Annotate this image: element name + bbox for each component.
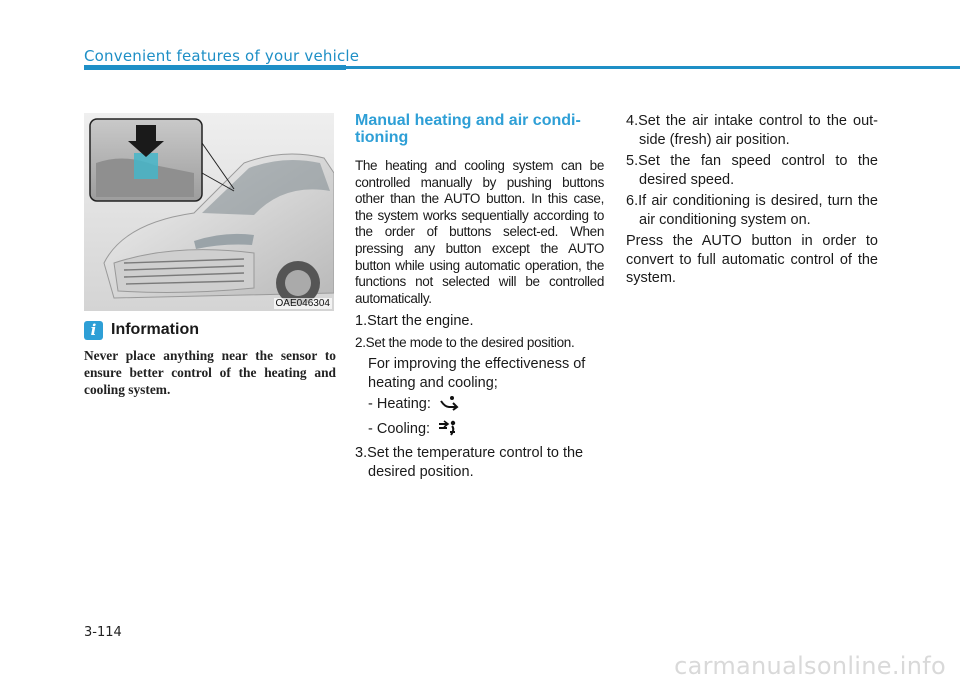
section-intro: The heating and cooling system can be controlled manually by pushing buttons other than the AUTO button. In this case, the system works sequentially according to the order of buttons select-ed. When pressing any button except the AUTO button while using automatic operation, the functions not selected will be controlled automatically. [355, 158, 604, 306]
step-5: 5.Set the fan speed control to the desired speed. [626, 153, 878, 188]
header-rule [84, 66, 960, 69]
step-4: 4.Set the air intake control to the out-side (fresh) air position. [626, 113, 878, 148]
face-vent-mode-icon [438, 420, 458, 442]
info-icon: i [84, 321, 103, 340]
closing-paragraph: Press the AUTO button in order to convert to full automatic control of the system. [626, 233, 878, 286]
cooling-mode-line [355, 420, 604, 442]
sensor-location-figure [84, 113, 334, 311]
information-title: Information [111, 321, 199, 338]
floor-heat-mode-icon [439, 395, 459, 417]
step-2: 2.Set the mode to the desired position. [355, 334, 575, 350]
step-1: 1.Start the engine. [355, 313, 474, 330]
cooling-label: - Cooling: [368, 420, 431, 437]
heating-mode-line [355, 395, 604, 417]
step-2-note: For improving the effectiveness of heating and cooling; [368, 356, 586, 391]
page-number: 3-114 [84, 625, 122, 640]
information-heading [84, 319, 199, 341]
step-3: 3.Set the temperature control to the desired position. [355, 445, 584, 480]
information-text: Never place anything near the sensor to ensure better control of the heating and cooling system. [84, 348, 336, 397]
manual-heating-continued [626, 112, 878, 288]
step-6: 6.If air conditioning is desired, turn the air conditioning system on. [626, 193, 878, 228]
car-dashboard-illustration [84, 113, 334, 311]
figure-code: OAE046304 [275, 298, 330, 309]
site-watermark: carmanualsonline.info [674, 652, 946, 680]
manual-heating-section [355, 112, 604, 484]
chapter-title: Convenient features of your vehicle [84, 47, 360, 65]
section-title: Manual heating and air condi-tioning [355, 112, 581, 146]
heating-label: - Heating: [368, 396, 431, 413]
